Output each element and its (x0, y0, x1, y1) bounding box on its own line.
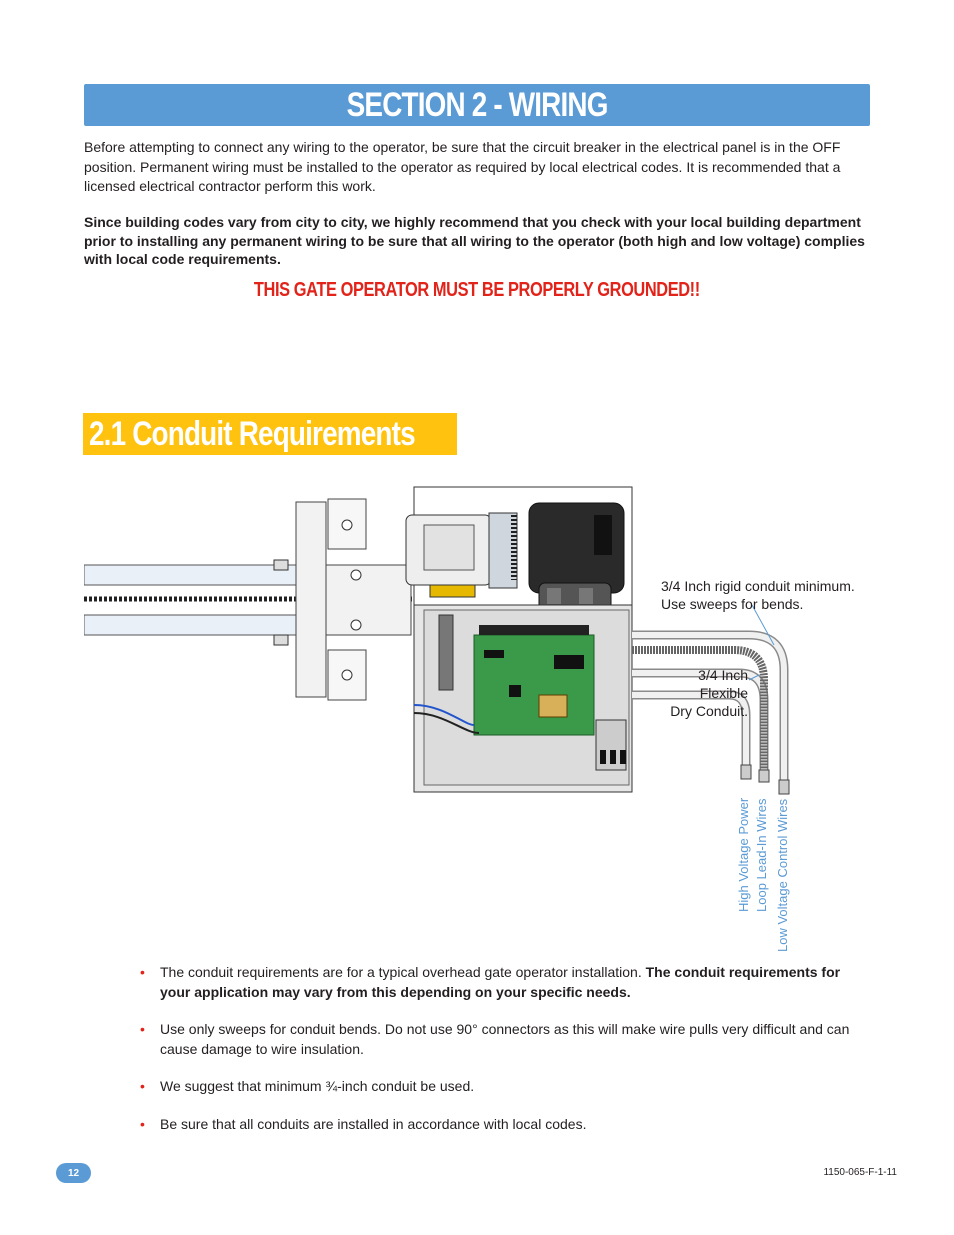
grounding-warning-text: THIS GATE OPERATOR MUST BE PROPERLY GROUNDED!! (254, 279, 700, 301)
callout-rigid-line2: Use sweeps for bends. (661, 596, 804, 612)
circuit-board (474, 625, 594, 735)
label-loop-lead-in-wires: Loop Lead-In Wires (754, 798, 769, 912)
section-header-bar (84, 84, 870, 126)
grounding-warning (0, 279, 954, 302)
intro-paragraph-2: Since building codes vary from city to city, we highly recommend that you check with your local building department prior to installing any permanent wiring to be sure that all wiring to the operator (both high and low voltage) complies with local code requirements. (84, 214, 865, 267)
callout-flex-line2: Dry Conduit. (670, 703, 748, 719)
conduit-bullet-list (140, 963, 870, 1152)
callout-rigid-conduit (661, 577, 855, 613)
list-item (140, 1020, 870, 1059)
subsection-title: 2.1 Conduit Requirements (89, 414, 415, 453)
list-item (140, 1077, 870, 1097)
intro-paragraph-1: Before attempting to connect any wiring to the operator, be sure that the circuit breaker in the electrical panel is in the OFF position. Permanent wiring must be installed to the operator as required by local electrical codes. It is recommended that a licensed electrical contractor perform this work. (84, 139, 841, 194)
list-item (140, 1115, 870, 1135)
label-low-voltage-control-wires: Low Voltage Control Wires (775, 798, 790, 952)
bullet-dot: • (140, 1078, 145, 1094)
label-high-voltage-power: High Voltage Power (736, 797, 751, 912)
callout-flexible-conduit (648, 666, 748, 720)
bullet-2-text: Use only sweeps for conduit bends. Do not use 90° connectors as this will make wire pulls very difficult and can cause damage to wire insulation. (160, 1021, 850, 1057)
bullet-4-text: Be sure that all conduits are installed in accordance with local codes. (160, 1115, 587, 1132)
callout-flex-line1: 3/4 Inch Flexible (698, 667, 748, 701)
bullet-1-normal: The conduit requirements are for a typical overhead gate operator installation. (160, 964, 646, 980)
document-code: 1150-065-F-1-11 (823, 1167, 897, 1178)
bullet-3-text: We suggest that minimum ¾-inch conduit be used. (160, 1078, 475, 1094)
bullet-1-bold: The conduit requirements for your application may vary from this depending on your specific needs. (160, 964, 841, 1000)
page-number: 12 (56, 1163, 91, 1183)
bullet-dot: • (140, 1021, 145, 1037)
section-title: SECTION 2 - WIRING (346, 85, 608, 124)
bullet-dot: • (140, 1115, 145, 1132)
list-item (140, 963, 870, 1002)
subsection-header-bar (83, 413, 457, 455)
callout-rigid-line1: 3/4 Inch rigid conduit minimum. (661, 578, 855, 594)
bullet-dot: • (140, 964, 145, 980)
